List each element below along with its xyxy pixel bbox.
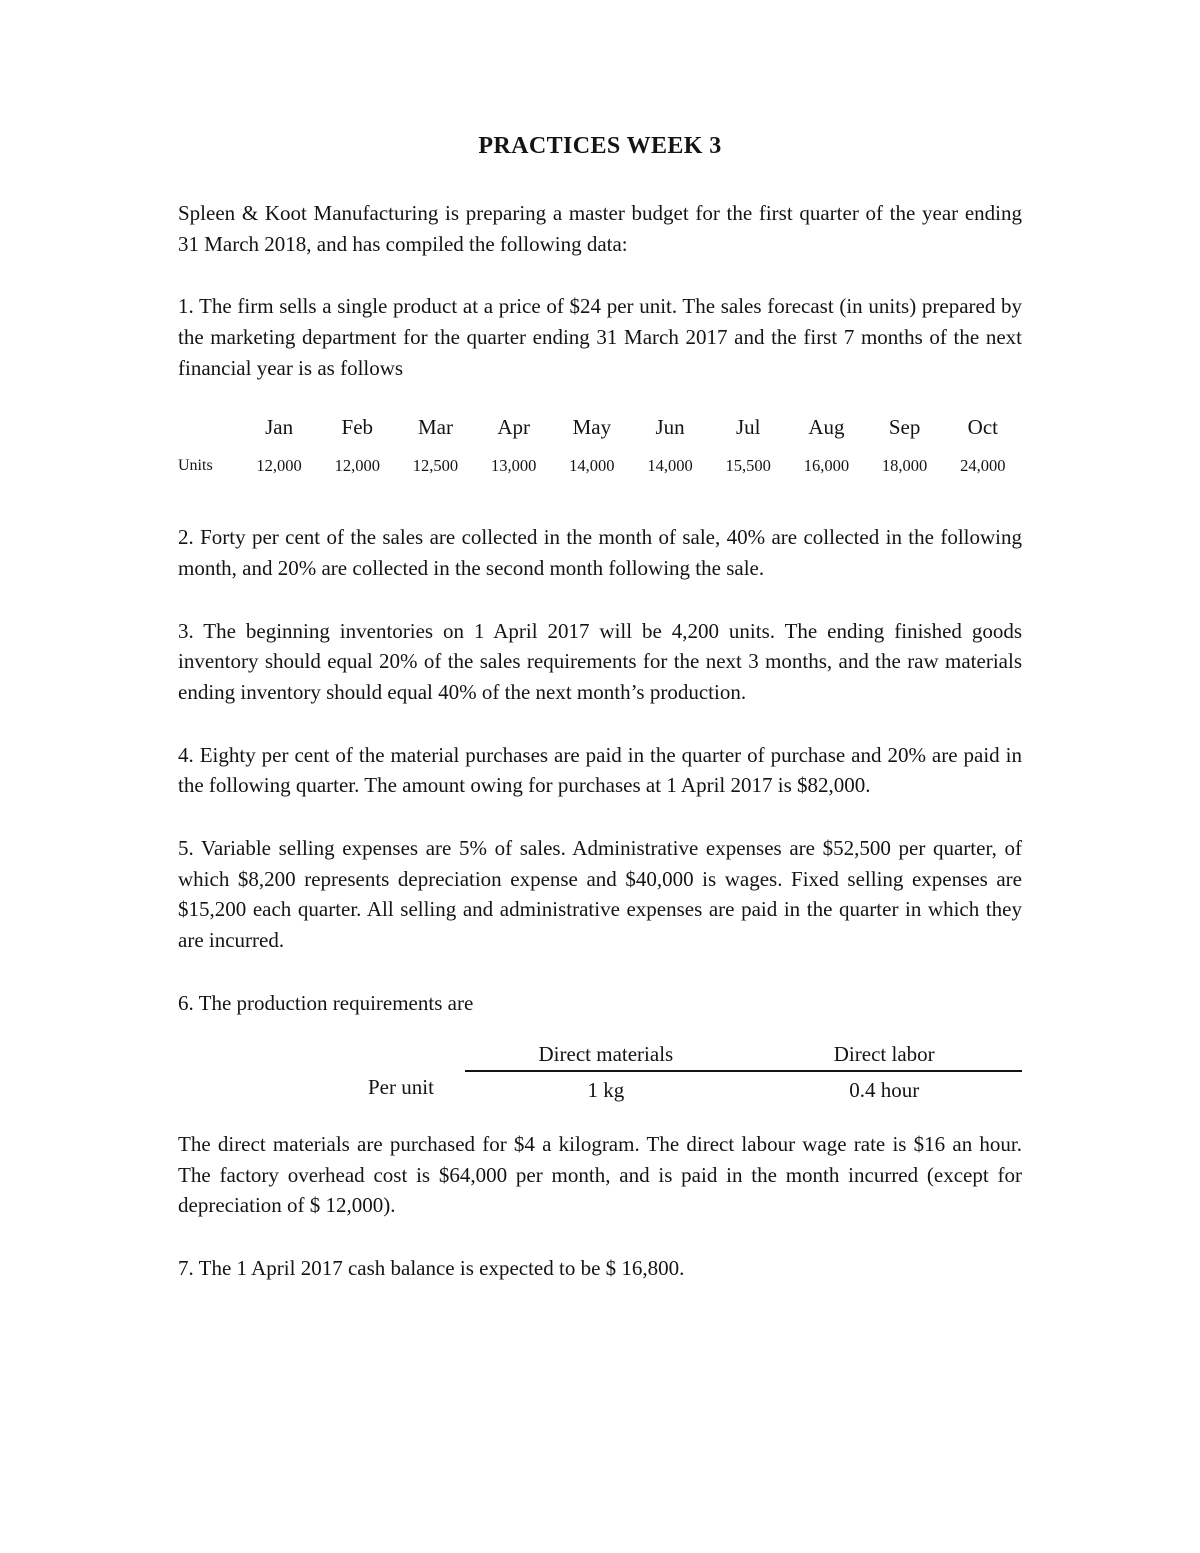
item-7-paragraph: 7. The 1 April 2017 cash balance is expected to be $ 16,800. bbox=[178, 1256, 685, 1281]
month-header-jun: Jun bbox=[655, 415, 685, 440]
month-header-jan: Jan bbox=[265, 415, 294, 440]
units-value-apr: 13,000 bbox=[490, 456, 537, 476]
empty-header-cell bbox=[368, 1042, 465, 1071]
month-header-feb: Feb bbox=[341, 415, 374, 440]
item-2-paragraph: 2. Forty per cent of the sales are collected in the month of sale, 40% are collected in the following month, and 20% are collected in the second month following the sale. bbox=[178, 525, 1022, 580]
item-6-paragraph: 6. The production requirements are bbox=[178, 990, 474, 1015]
item-5-paragraph: 5. Variable selling expenses are 5% of sales. Administrative expenses are $52,500 per quarter, of which $8,200 represents depreciation expense and $40,000 is wages. Fixed selling expenses are $15,200 each quarter. All selling and administrative expenses are paid in the quarter in which they are incurred. bbox=[178, 835, 1022, 952]
units-row-label: Units bbox=[178, 457, 213, 475]
month-header-aug: Aug bbox=[808, 415, 845, 440]
units-value-feb: 12,000 bbox=[334, 456, 380, 476]
production-requirements-table bbox=[368, 1042, 1022, 1103]
item-4-paragraph: 4. Eighty per cent of the material purchases are paid in the quarter of purchase and 20% are paid in the following quarter. The amount owing for purchases at 1 April 2017 is $82,000. bbox=[178, 742, 1022, 798]
direct-materials-header: Direct materials bbox=[465, 1042, 746, 1071]
production-header-row bbox=[368, 1042, 1022, 1071]
units-value-jan: 12,000 bbox=[256, 456, 302, 476]
sales-forecast-table bbox=[178, 415, 1022, 476]
units-value-sep: 18,000 bbox=[881, 456, 928, 476]
units-value-jun: 14,000 bbox=[647, 456, 693, 476]
materials-note-paragraph: The direct materials are purchased for $4 a kilogram. The direct labour wage rate is $16 an hour. The factory overhead cost is $64,000 per month, and is paid in the month incurred (except for depreciation of $ 12,000). bbox=[178, 1132, 1022, 1218]
direct-labor-header: Direct labor bbox=[746, 1042, 1022, 1071]
item-1-paragraph: 1. The firm sells a single product at a price of $24 per unit. The sales forecast (in units) prepared by the marketing department for the quarter ending 31 March 2017 and the first 7 months of the next financial year is as follows bbox=[178, 294, 1022, 380]
per-unit-label: Per unit bbox=[368, 1074, 434, 1099]
month-header-jul: Jul bbox=[735, 415, 761, 440]
item-3-paragraph: 3. The beginning inventories on 1 April 2017 will be 4,200 units. The ending finished goods inventory should equal 20% of the sales requirements for the next 3 months, and the raw materials ending inventory should equal 40% of the next month’s production. bbox=[178, 618, 1022, 704]
month-header-mar: Mar bbox=[417, 415, 453, 440]
direct-labor-value: 0.4 hour bbox=[849, 1078, 920, 1103]
month-header-oct: Oct bbox=[967, 415, 998, 440]
units-row bbox=[178, 456, 1022, 476]
month-header-may: May bbox=[572, 415, 612, 440]
page-title: PRACTICES WEEK 3 bbox=[478, 133, 722, 159]
month-header-sep: Sep bbox=[888, 415, 921, 440]
months-header-row bbox=[178, 415, 1022, 456]
units-value-jul: 15,500 bbox=[725, 456, 771, 476]
units-value-mar: 12,500 bbox=[412, 456, 459, 476]
units-value-oct: 24,000 bbox=[960, 456, 1006, 476]
units-value-may: 14,000 bbox=[569, 456, 615, 476]
units-value-aug: 16,000 bbox=[803, 456, 850, 476]
direct-materials-value: 1 kg bbox=[587, 1078, 625, 1103]
empty-corner-cell bbox=[178, 415, 240, 456]
month-header-apr: Apr bbox=[497, 415, 530, 440]
per-unit-row bbox=[368, 1071, 1022, 1103]
intro-paragraph: Spleen & Koot Manufacturing is preparing a master budget for the first quarter of the year ending 31 March 2018, and has compiled the following data: bbox=[178, 201, 1022, 256]
